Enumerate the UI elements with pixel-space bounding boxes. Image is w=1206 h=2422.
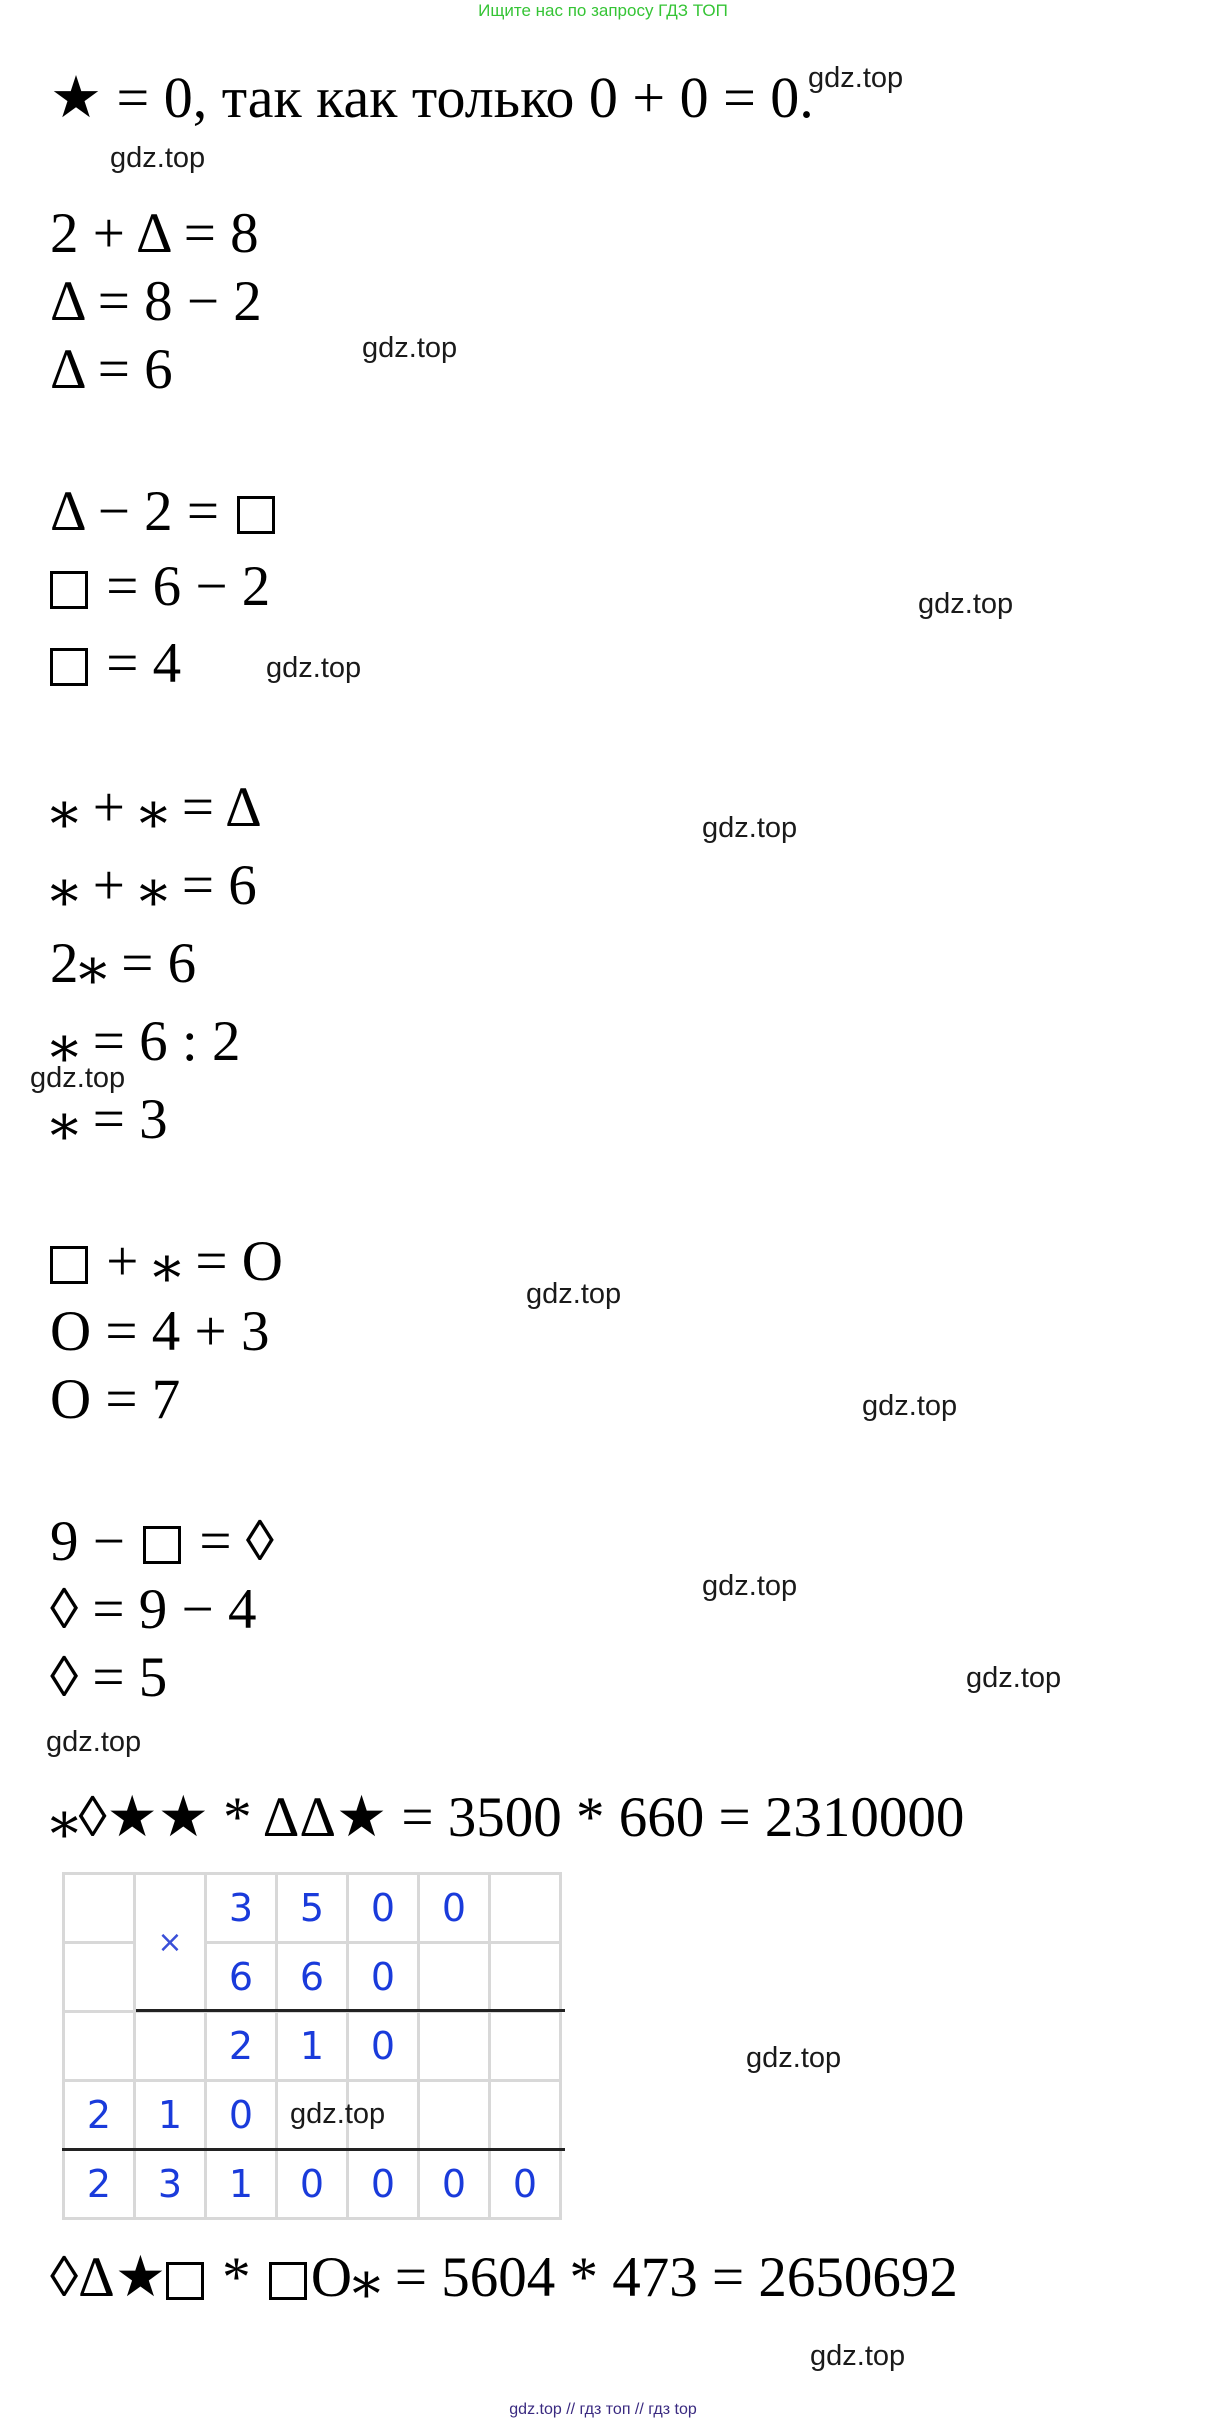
table-cell: 1 [206, 2150, 277, 2219]
top-banner[interactable]: Ищите нас по запросу ГДЗ ТОП [478, 1, 728, 20]
table-cell [64, 1874, 135, 1943]
watermark: gdz.top [266, 652, 362, 684]
watermark: gdz.top [290, 2098, 386, 2130]
equation-line [50, 632, 181, 696]
equation-line [50, 555, 270, 619]
table-cell [419, 1943, 490, 2012]
equation-text: ◊Δ★ [50, 2246, 166, 2309]
table-cell: 0 [419, 1874, 490, 1943]
table-row [64, 2012, 561, 2081]
equation-text: = 4 [92, 632, 182, 695]
equation-text: 9 − [50, 1510, 140, 1573]
table-cell [490, 1874, 561, 1943]
watermark: gdz.top [526, 1278, 622, 1310]
table-row [64, 2150, 561, 2219]
equation-line: O = 7 [50, 1368, 181, 1431]
multiply-sign: × [135, 1874, 206, 2012]
equation-star-zero [50, 66, 814, 130]
square-symbol [143, 1526, 181, 1564]
equation-line [50, 480, 279, 544]
watermark: gdz.top [862, 1390, 958, 1422]
square-symbol [166, 2262, 204, 2300]
watermark: gdz.top [110, 142, 206, 174]
square-symbol [269, 2262, 307, 2300]
multiplication-table [62, 1872, 562, 2220]
watermark: gdz.top [362, 332, 458, 364]
watermark: gdz.top [918, 588, 1014, 620]
table-row [64, 1874, 561, 1943]
table-cell [64, 1943, 135, 2012]
table-cell: 2 [206, 2012, 277, 2081]
watermark: gdz.top [746, 2042, 842, 2074]
result-line [62, 2148, 565, 2151]
equation-text: = 0, так как только 0 + 0 = 0. [102, 65, 814, 130]
table-cell: 6 [277, 1943, 348, 2012]
table-cell [64, 2012, 135, 2081]
watermark: gdz.top [808, 62, 904, 94]
square-symbol [50, 571, 88, 609]
table-cell [135, 2012, 206, 2081]
watermark: gdz.top [46, 1726, 142, 1758]
table-cell: 3 [135, 2150, 206, 2219]
table-cell: 0 [419, 2150, 490, 2219]
equation-line: Δ = 6 [50, 338, 173, 401]
watermark: gdz.top [702, 812, 798, 844]
bottom-banner[interactable]: gdz.top // гдз топ // гдз top [509, 2401, 697, 2418]
equation-line: ⁎ = 3 [50, 1088, 168, 1151]
equation-text: = 6 − 2 [92, 555, 271, 618]
equation-text: + ⁎ = O [92, 1230, 283, 1293]
table-cell: 0 [348, 1874, 419, 1943]
equation-line: Δ = 8 − 2 [50, 270, 262, 333]
table-cell: 0 [348, 1943, 419, 2012]
equation-line: O = 4 + 3 [50, 1300, 270, 1363]
equation-line: 2⁎ = 6 [50, 932, 197, 995]
table-cell [490, 1943, 561, 2012]
equation-line: 2 + Δ = 8 [50, 202, 259, 265]
equation-line [50, 1230, 283, 1294]
equation-line: ⁎◊★★ * ΔΔ★ = 3500 * 660 = 2310000 [50, 1786, 965, 1849]
equation-line [50, 1510, 274, 1574]
watermark: gdz.top [810, 2340, 906, 2372]
table-cell: 0 [348, 2012, 419, 2081]
equation-line [50, 2246, 958, 2310]
equation-line: ⁎ = 6 : 2 [50, 1010, 241, 1073]
square-symbol [50, 1246, 88, 1284]
table-cell: 2 [64, 2081, 135, 2150]
table-cell: 1 [135, 2081, 206, 2150]
equation-line: ◊ = 9 − 4 [50, 1578, 257, 1641]
table-cell [490, 2012, 561, 2081]
table-cell [490, 2081, 561, 2150]
watermark: gdz.top [30, 1062, 126, 1094]
table-cell [419, 2081, 490, 2150]
equation-text: * [207, 2246, 265, 2309]
sum-line [136, 2009, 565, 2012]
equation-text: Δ − 2 = [50, 480, 234, 543]
table-cell: 6 [206, 1943, 277, 2012]
table-cell: 2 [64, 2150, 135, 2219]
equation-text: = ◊ [185, 1510, 274, 1573]
table-cell: 1 [277, 2012, 348, 2081]
equation-text: O⁎ = 5604 * 473 = 2650692 [310, 2246, 958, 2309]
table-cell: 5 [277, 1874, 348, 1943]
table-cell: 3 [206, 1874, 277, 1943]
square-symbol [237, 496, 275, 534]
table-cell: 0 [348, 2150, 419, 2219]
equation-line: ⁎ + ⁎ = 6 [50, 854, 257, 917]
watermark: gdz.top [966, 1662, 1062, 1694]
table-cell [419, 2012, 490, 2081]
star-symbol: ★ [50, 65, 102, 130]
table-cell: 0 [206, 2081, 277, 2150]
watermark: gdz.top [702, 1570, 798, 1602]
equation-line: ⁎ + ⁎ = Δ [50, 776, 262, 839]
square-symbol [50, 648, 88, 686]
table-cell: 0 [277, 2150, 348, 2219]
equation-line: ◊ = 5 [50, 1646, 168, 1709]
table-cell: 0 [490, 2150, 561, 2219]
